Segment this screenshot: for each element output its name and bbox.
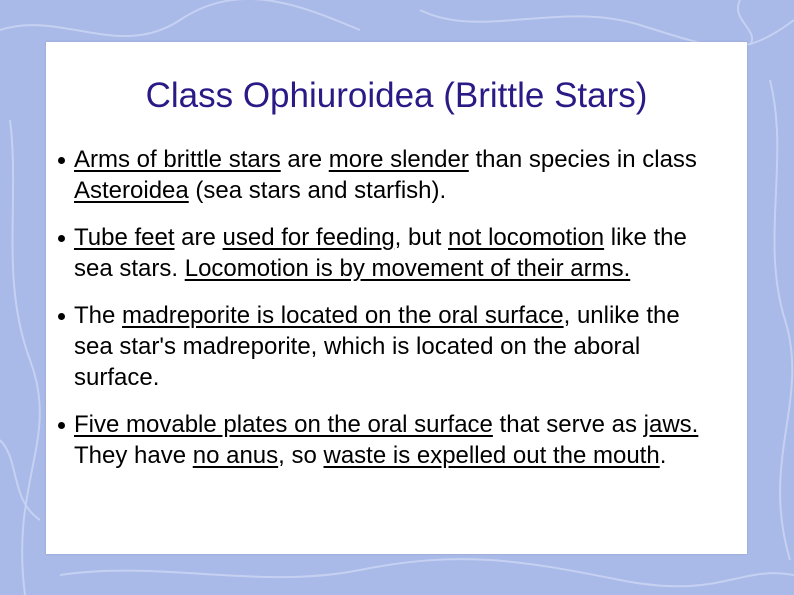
bullet-item xyxy=(74,409,714,471)
underlined-phrase: Asteroidea xyxy=(74,177,189,204)
underlined-phrase: madreporite is located on the oral surface xyxy=(122,302,564,329)
underlined-phrase: Tube feet xyxy=(74,224,175,251)
underlined-phrase: waste is expelled out the mouth xyxy=(323,442,660,469)
text-run: are xyxy=(280,146,329,173)
text-run: like the sea stars. xyxy=(74,224,687,282)
bullet-dot-icon xyxy=(58,422,65,429)
underlined-phrase: more slender xyxy=(328,146,469,173)
text-run: They have xyxy=(74,442,193,469)
underlined-phrase: no anus xyxy=(192,442,279,469)
underlined-phrase: Locomotion is by movement of their arms. xyxy=(184,255,631,282)
slide-panel xyxy=(46,42,747,554)
underlined-phrase: used for feeding xyxy=(222,224,395,251)
text-run: The xyxy=(74,302,123,329)
bullet-item xyxy=(74,300,714,393)
underlined-phrase: jaws. xyxy=(643,411,699,438)
bullet-list xyxy=(46,144,747,487)
text-run: , unlike the sea star's madreporite, which is located on the aboral surface. xyxy=(74,302,680,391)
bullet-dot-icon xyxy=(58,235,65,242)
bullet-text xyxy=(74,409,714,471)
text-run: that serve as xyxy=(492,411,644,438)
underlined-phrase: not locomotion xyxy=(448,224,605,251)
text-run: , so xyxy=(278,442,324,469)
underlined-phrase: Five movable plates on the oral surface xyxy=(74,411,493,438)
bullet-item xyxy=(74,144,714,206)
underlined-phrase: Arms of brittle stars xyxy=(74,146,281,173)
text-run: . xyxy=(659,442,667,469)
bullet-text xyxy=(74,300,714,393)
slide-title: Class Ophiuroidea (Brittle Stars) xyxy=(145,76,648,115)
bullet-dot-icon xyxy=(58,157,65,164)
bullet-text xyxy=(74,144,714,206)
bullet-dot-icon xyxy=(58,313,65,320)
bullet-text xyxy=(74,222,714,284)
bullet-item xyxy=(74,222,714,284)
text-run: are xyxy=(174,224,223,251)
text-run: , but xyxy=(394,224,449,251)
text-run: (sea stars and starfish). xyxy=(188,177,447,204)
text-run: than species in class xyxy=(468,146,697,173)
